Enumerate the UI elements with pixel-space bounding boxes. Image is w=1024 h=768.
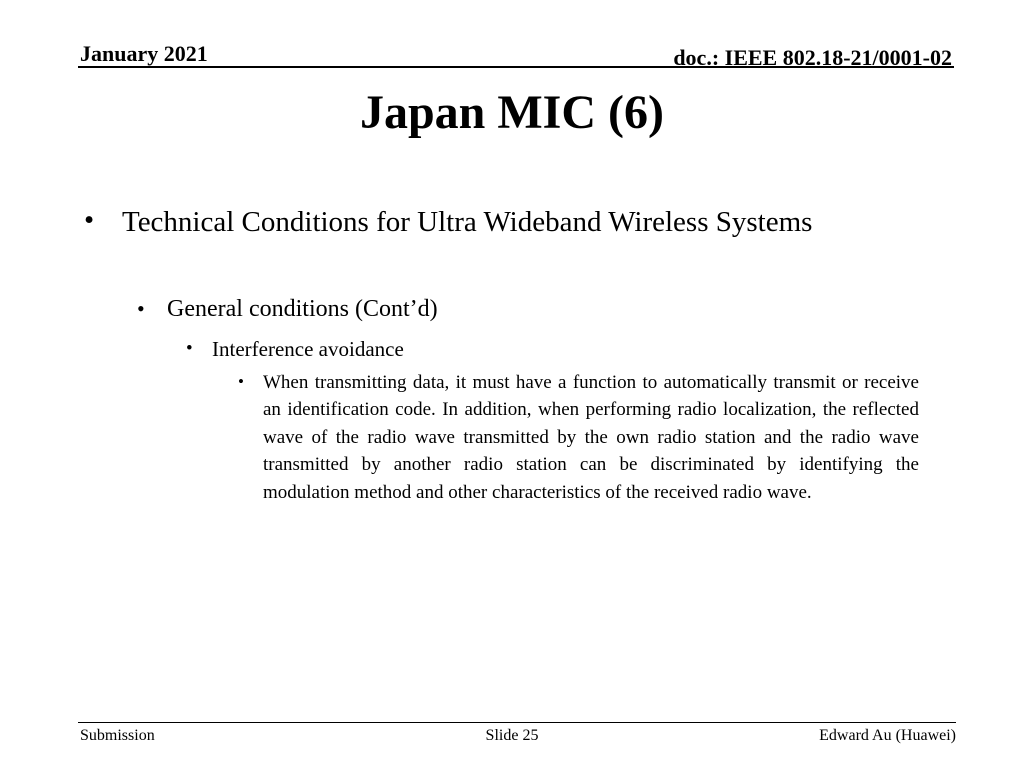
footer-submission: Submission	[80, 727, 155, 744]
footer-author: Edward Au (Huawei)	[819, 727, 956, 744]
bullet-level2-text: General conditions (Cont’d)	[167, 296, 438, 322]
bullet-level3-text: Interference avoidance	[212, 337, 404, 361]
bullet-level4-text: When transmitting data, it must have a function to automatically transmit or receive an identification code. In addition, when performing radio localization, the reflected wave of the radio wave transmitted by the own radio station and the radio wave transmitted by another radio station can be discriminated by identifying the modulation method and other characteristics of the received radio wave.	[263, 372, 919, 503]
bullet-level1-text: Technical Conditions for Ultra Wideband Wireless Systems	[122, 206, 813, 238]
footer-divider	[78, 722, 956, 723]
bullet-level4-icon: •	[238, 372, 244, 391]
header-doc-id: doc.: IEEE 802.18-21/0001-02	[673, 45, 952, 70]
bullet-level2-icon: •	[137, 296, 145, 321]
bullet-level3-icon: •	[186, 338, 193, 359]
footer-slide-number: Slide 25	[485, 727, 539, 744]
bullet-level1-icon: •	[84, 204, 95, 236]
header-date: January 2021	[80, 41, 208, 66]
slide-title: Japan MIC (6)	[359, 86, 664, 139]
